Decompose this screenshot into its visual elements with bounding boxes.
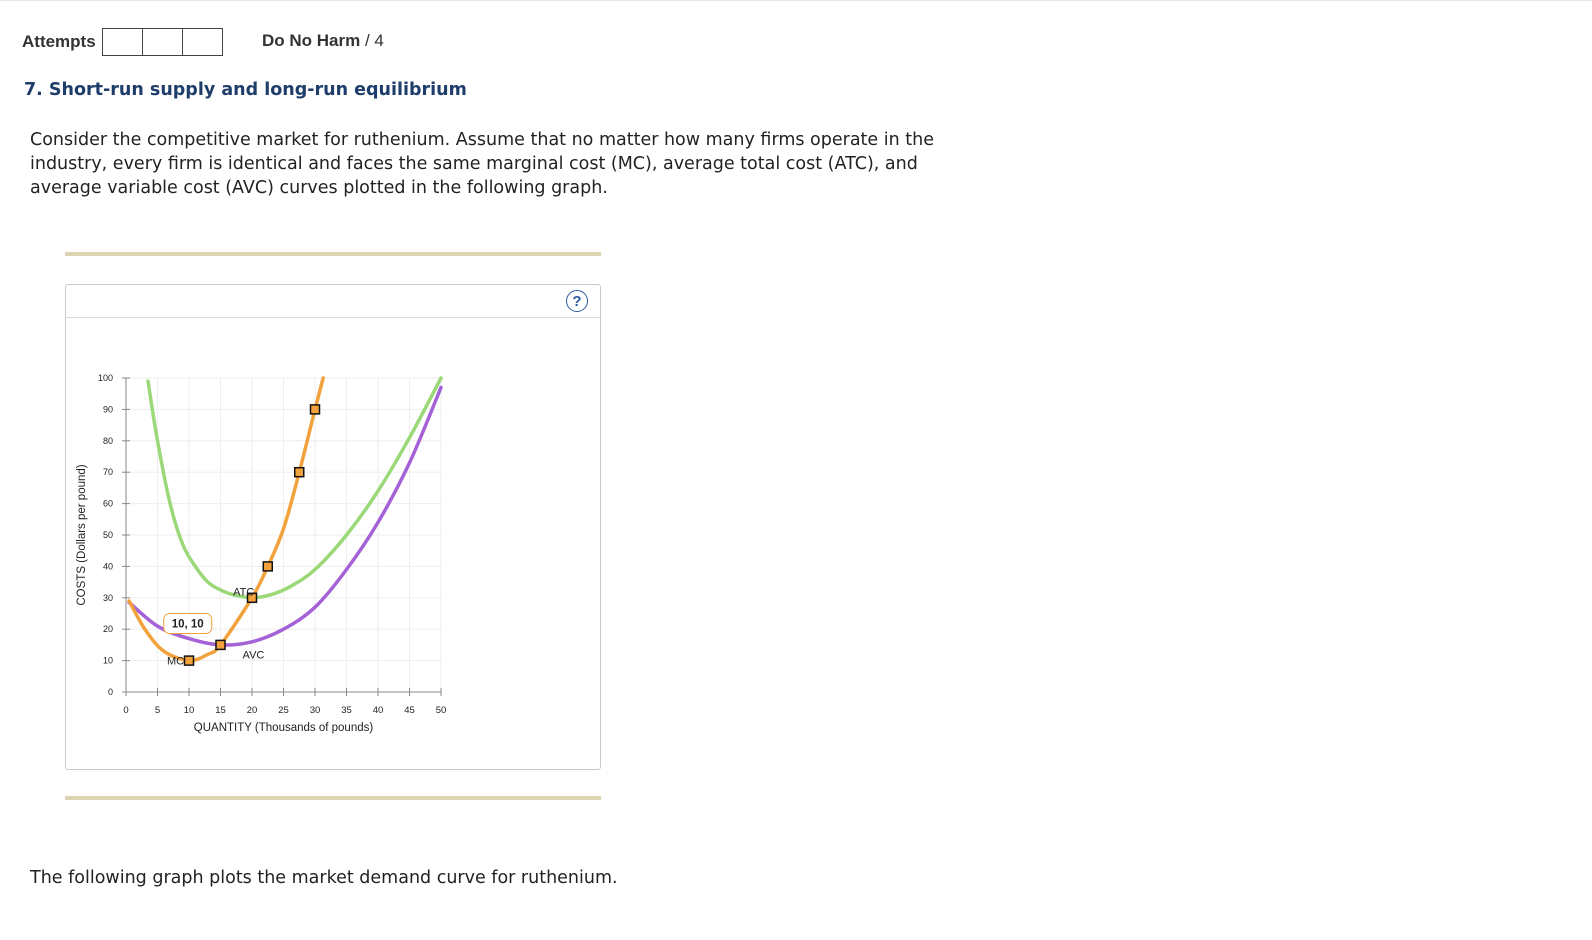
x-tick-label: 20 — [246, 705, 258, 716]
attempt-boxes — [102, 28, 223, 56]
cost-curves-chart[interactable] — [66, 285, 600, 769]
curve-label-atc: ATC — [233, 586, 255, 599]
y-tick-label: 10 — [102, 655, 113, 666]
x-tick-label: 30 — [309, 705, 321, 716]
x-axis-label: QUANTITY (Thousands of pounds) — [193, 722, 374, 734]
y-tick-label: 60 — [102, 498, 113, 509]
question-circle-icon[interactable]: ? — [566, 290, 588, 312]
x-tick-label: 15 — [215, 705, 226, 716]
x-tick-label: 0 — [123, 705, 129, 716]
curve-label-avc: AVC — [242, 649, 265, 662]
question-intro: Consider the competitive market for ruthenium. Assume that no matter how many firms operate in the industry, every firm is identical and faces the same marginal cost (MC), average total cost (ATC), and average variable cost (AVC) curves plotted in the following graph. — [30, 130, 934, 198]
curve-label-mc: MC — [166, 655, 185, 668]
attempt-box — [183, 29, 222, 55]
do-no-harm-total: / 4 — [364, 31, 384, 50]
graph-bottom-rule — [65, 796, 601, 800]
do-no-harm-label: Do No Harm — [262, 31, 361, 50]
x-tick-label: 45 — [404, 705, 415, 716]
mc-data-point-marker[interactable] — [185, 656, 194, 665]
series-line-mc — [129, 378, 323, 661]
y-tick-label: 90 — [102, 404, 113, 415]
attempts-row — [22, 28, 223, 56]
series-line-avc — [129, 387, 441, 645]
y-tick-label: 100 — [97, 373, 113, 383]
x-tick-label: 25 — [278, 705, 289, 716]
y-tick-label: 0 — [107, 687, 113, 697]
y-tick-label: 20 — [102, 624, 113, 635]
question-title: 7. Short-run supply and long-run equilibrium — [24, 80, 467, 100]
x-tick-label: 40 — [372, 705, 384, 716]
mc-data-point-marker[interactable] — [263, 562, 272, 571]
point-tooltip-label: 10, 10 — [171, 618, 204, 631]
footer-text: The following graph plots the market demand curve for ruthenium. — [30, 868, 618, 888]
x-tick-label: 5 — [154, 705, 161, 716]
mc-data-point-marker[interactable] — [311, 405, 320, 414]
y-tick-label: 40 — [102, 561, 113, 572]
graph-panel[interactable] — [65, 284, 601, 770]
y-tick-label: 50 — [102, 530, 113, 540]
y-tick-label: 70 — [102, 467, 113, 478]
top-divider — [0, 0, 1592, 1]
y-axis-label: COSTS (Dollars per pound) — [76, 464, 88, 606]
mc-data-point-marker[interactable] — [295, 468, 304, 477]
attempts-label: Attempts — [22, 32, 96, 51]
attempt-box — [103, 29, 143, 55]
graph-top-rule — [65, 252, 601, 256]
attempt-box — [143, 29, 183, 55]
y-tick-label: 80 — [102, 435, 113, 446]
x-tick-label: 35 — [341, 705, 352, 716]
do-no-harm — [262, 31, 384, 51]
x-tick-label: 50 — [435, 705, 447, 716]
x-tick-label: 10 — [183, 705, 195, 716]
y-tick-label: 30 — [102, 592, 113, 603]
mc-data-point-marker[interactable] — [216, 640, 225, 649]
